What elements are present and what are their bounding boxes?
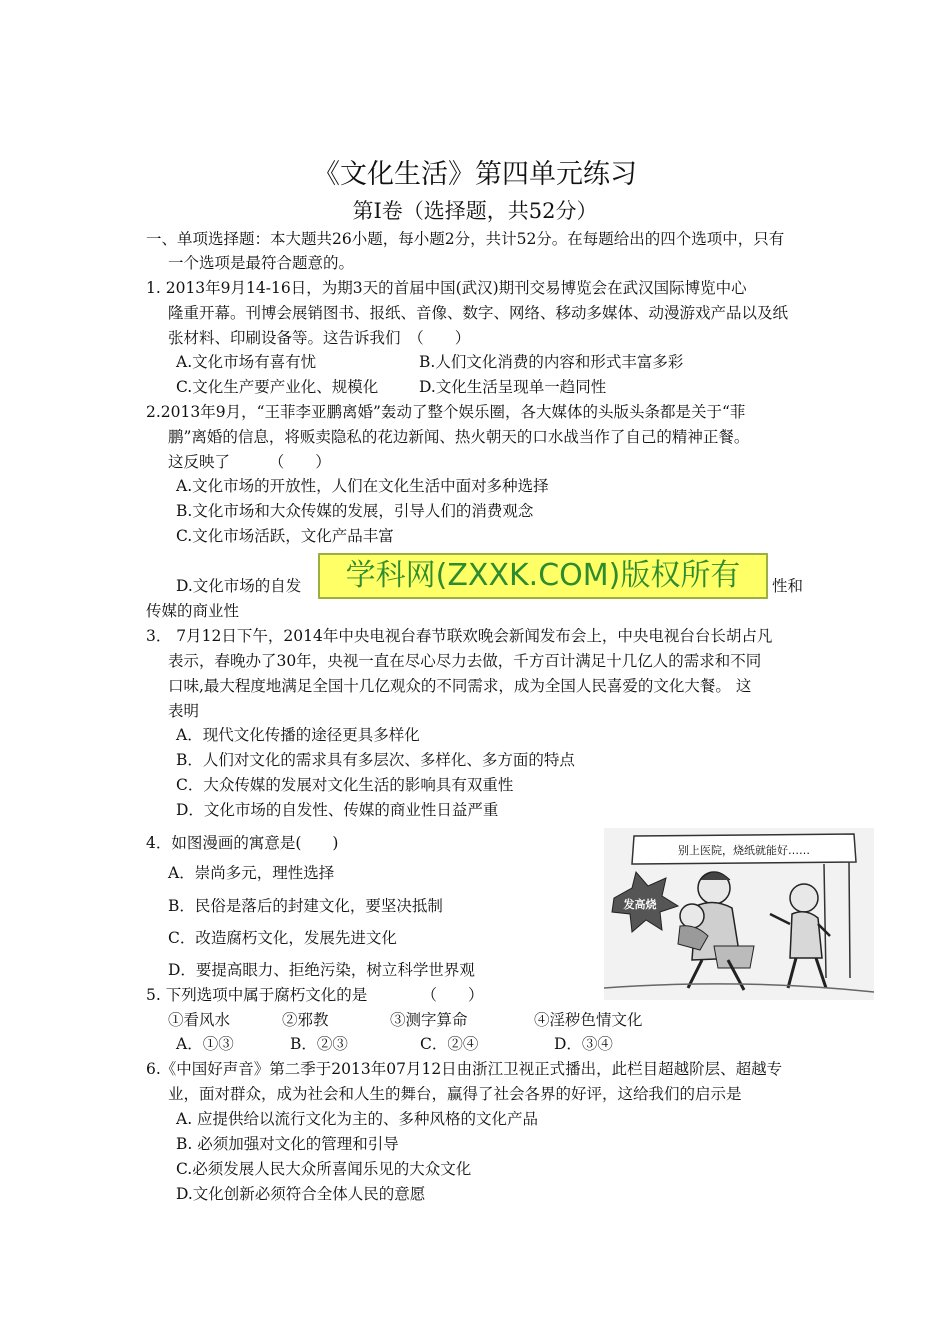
page-title: 《文化生活》第四单元练习 (313, 159, 637, 190)
q6-option-d: D.文化创新必须符合全体人民的意愿 (176, 1185, 426, 1203)
q5-option-c: C．②④ (420, 1035, 479, 1053)
q2-option-c: C.文化市场活跃，文化产品丰富 (176, 527, 394, 545)
q3-option-a: A．现代文化传播的途径更具多样化 (176, 726, 420, 744)
q5-item-3: ③测字算命 (390, 1011, 468, 1029)
q5-item-1: ①看风水 (168, 1011, 231, 1029)
q2-option-b: B.文化市场和大众传媒的发展，引导人们的消费观念 (176, 502, 534, 520)
q5-option-d: D．③④ (554, 1035, 613, 1053)
cartoon-sign-text: 别上医院，烧纸就能好…… (678, 844, 810, 857)
q2-line-1: 2.2013年9月，“王菲李亚鹏离婚”轰动了整个娱乐圈，各大媒体的头版头条都是关于“菲 (146, 403, 746, 421)
q2-option-a: A.文化市场的开放性，人们在文化生活中面对多种选择 (176, 477, 549, 495)
q3-option-c: C．大众传媒的发展对文化生活的影响具有双重性 (176, 776, 514, 794)
q2-line-3: 这反映了 （ ） (168, 453, 331, 471)
q6-line-2: 业，面对群众，成为社会和人生的舞台，赢得了社会各界的好评，这给我们的启示是 (168, 1085, 742, 1103)
q5-item-2: ②邪教 (282, 1011, 329, 1029)
q5-option-b: B．②③ (290, 1035, 348, 1053)
q3-line-2: 表示，春晚办了30年，央视一直在尽心尽力去做，千方百计满足十几亿人的需求和不同 (168, 652, 762, 670)
q1-option-c: C.文化生产要产业化、规模化 (176, 378, 379, 396)
q4-line-1: 4．如图漫画的寓意是( ) (146, 834, 339, 852)
q2-option-d-end: 性和 (772, 577, 804, 595)
instructions-line-2: 一个选项是最符合题意的。 (168, 254, 355, 272)
instructions-line-1: 一、单项选择题：本大题共26小题，每小题2分，共计52分。在每题给出的四个选项中，只有 (146, 230, 785, 248)
q3-option-d: D．文化市场的自发性、传媒的商业性日益严重 (176, 801, 499, 819)
copyright-watermark: 学科网(ZXXK.COM)版权所有 (318, 553, 768, 599)
q5-line-1: 5. 下列选项中属于腐朽文化的是 （ ） (146, 986, 484, 1004)
q6-option-b: B. 必须加强对文化的管理和引导 (176, 1135, 399, 1153)
q4-option-d: D．要提高眼力、拒绝污染，树立科学世界观 (168, 961, 475, 979)
q1-line-1: 1. 2013年9月14-16日，为期3天的首届中国(武汉)期刊交易博览会在武汉国际博览中心 (146, 279, 747, 297)
q6-option-a: A. 应提供给以流行文化为主的、多种风格的文化产品 (176, 1110, 539, 1128)
section-subtitle: 第Ⅰ卷（选择题，共52分） (352, 199, 598, 223)
q2-option-d-continued: 传媒的商业性 (146, 602, 240, 620)
q6-option-c: C.必须发展人民大众所喜闻乐见的大众文化 (176, 1160, 472, 1178)
cartoon-fever-label: 发高烧 (623, 898, 657, 911)
q4-option-b: B．民俗是落后的封建文化，要坚决抵制 (168, 897, 443, 915)
cartoon-illustration (604, 828, 874, 1000)
q4-option-c: C．改造腐朽文化，发展先进文化 (168, 929, 397, 947)
q3-option-b: B．人们对文化的需求具有多层次、多样化、多方面的特点 (176, 751, 575, 769)
q6-line-1: 6.《中国好声音》第二季于2013年07月12日由浙江卫视正式播出，此栏目超越阶层、超越专 (146, 1060, 783, 1078)
q3-line-3: 口味,最大程度地满足全国十几亿观众的不同需求，成为全国人民喜爱的文化大餐。 这 (168, 677, 752, 695)
q5-item-4: ④淫秽色情文化 (534, 1011, 643, 1029)
q2-option-d-start: D.文化市场的自发 (176, 577, 302, 595)
q3-line-1: 3． 7月12日下午，2014年中央电视台春节联欢晚会新闻发布会上，中央电视台台长胡占凡 (146, 627, 773, 645)
q2-line-2: 鹏”离婚的信息，将贩卖隐私的花边新闻、热火朝天的口水战当作了自己的精神正餐。 (168, 428, 750, 446)
q1-option-a: A.文化市场有喜有忧 (176, 353, 317, 371)
q1-line-2: 隆重开幕。刊博会展销图书、报纸、音像、数字、网络、移动多媒体、动漫游戏产品以及纸 (168, 304, 789, 322)
q1-line-3: 张材料、印刷设备等。这告诉我们 （ ） (168, 329, 471, 347)
q1-option-b: B.人们文化消费的内容和形式丰富多彩 (419, 353, 684, 371)
q5-option-a: A．①③ (176, 1035, 234, 1053)
q1-option-d: D.文化生活呈现单一趋同性 (419, 378, 607, 396)
q3-line-4: 表明 (168, 702, 200, 720)
q4-option-a: A．崇尚多元，理性选择 (168, 864, 335, 882)
